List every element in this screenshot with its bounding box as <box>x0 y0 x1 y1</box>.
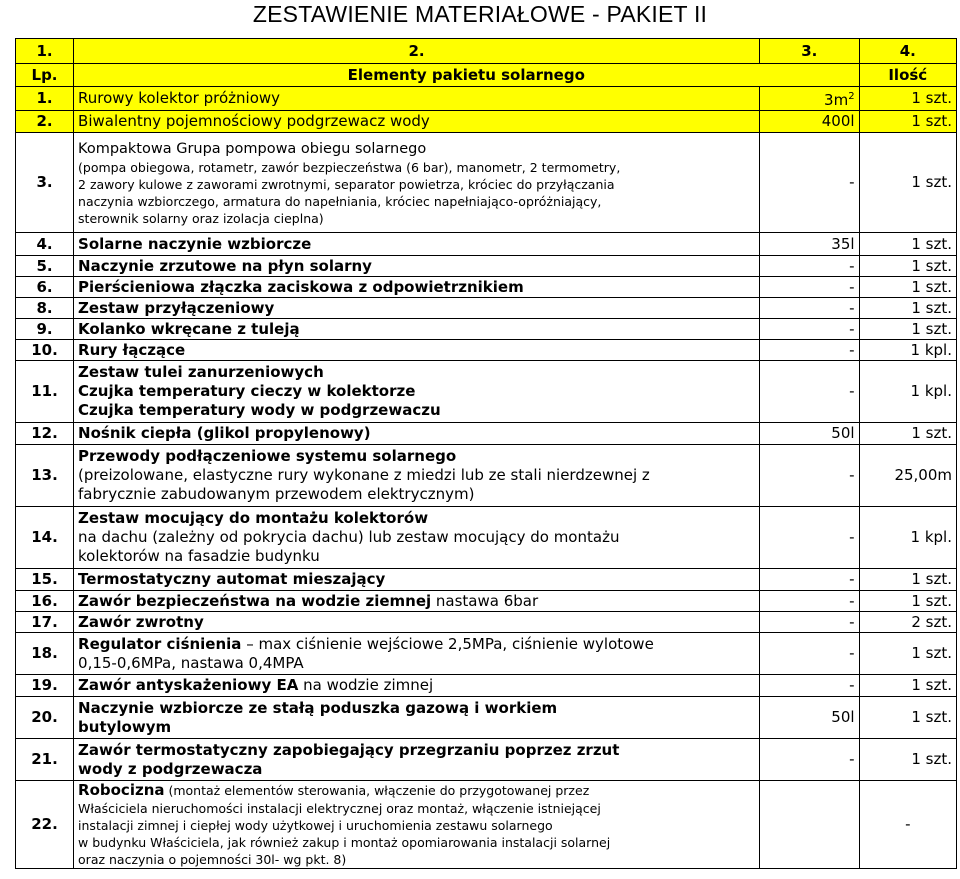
row-element <box>74 675 760 697</box>
row-qty: 1 kpl. <box>859 507 956 569</box>
row-spec <box>760 133 859 233</box>
element-description-line: w budynku Właściciela, jak również zakup i montaż opomiarowania instalacji solarnej <box>78 835 611 850</box>
table-row <box>16 445 957 507</box>
element-name: Rurowy kolektor próżniowy <box>78 89 281 107</box>
row-element <box>74 739 760 781</box>
table-row <box>16 739 957 781</box>
element-name: Biwalentny pojemnościowy podgrzewacz wody <box>78 112 430 130</box>
row-lp: 5. <box>16 256 74 277</box>
element-description-line: sterownik solarny oraz izolacja cieplna) <box>78 210 324 226</box>
row-qty: 1 szt. <box>859 111 956 133</box>
table-row <box>16 781 957 869</box>
row-qty: 25,00m <box>859 445 956 507</box>
element-description-line: oraz naczynia o pojemności 30l- wg pkt. 8) <box>78 852 347 867</box>
table-row <box>16 569 957 591</box>
element-title-line <box>78 278 755 297</box>
row-lp: 6. <box>16 277 74 298</box>
row-element <box>74 111 760 133</box>
element-line: butylowym <box>78 717 172 736</box>
row-lp: 19. <box>16 675 74 697</box>
table-row <box>16 591 957 612</box>
column-number-row <box>16 39 957 64</box>
element-title-line <box>78 676 755 695</box>
table-row <box>16 423 957 445</box>
element-title-line <box>78 613 755 632</box>
table-row <box>16 675 957 697</box>
element-title-line <box>78 592 755 611</box>
element-suffix: – max ciśnienie wejściowe 2,5MPa, ciśnienie wylotowe <box>241 634 654 653</box>
row-spec <box>760 233 859 256</box>
element-name: Przewody podłączeniowe systemu solarnego <box>78 447 457 465</box>
table-row <box>16 133 957 233</box>
table-row <box>16 277 957 298</box>
element-title-line <box>78 447 755 466</box>
row-qty: 1 szt. <box>859 233 956 256</box>
col-number-4: 4. <box>859 39 956 64</box>
row-spec <box>760 87 859 111</box>
row-lp: 20. <box>16 697 74 739</box>
row-qty: 1 szt. <box>859 256 956 277</box>
table-row <box>16 87 957 111</box>
spec-value: - <box>849 676 855 694</box>
row-lp: 1. <box>16 87 74 111</box>
element-description-line: Właściciela nieruchomości instalacji elektrycznej oraz montaż, włączenie istniejącej <box>78 801 601 816</box>
element-suffix: (montaż elementów sterowania, włączenie do przygotowanej przez <box>164 783 590 798</box>
element-description-line: (pompa obiegowa, rotametr, zawór bezpieczeństwa (6 bar), manometr, 2 termometry, <box>78 159 621 175</box>
row-element <box>74 87 760 111</box>
row-qty: 1 szt. <box>859 319 956 340</box>
row-qty: 1 szt. <box>859 697 956 739</box>
row-spec <box>760 739 859 781</box>
row-lp: 14. <box>16 507 74 569</box>
spec-value: - <box>849 528 855 546</box>
row-lp: 11. <box>16 361 74 423</box>
spec-value: - <box>849 277 855 296</box>
element-name: Rury łączące <box>78 340 186 359</box>
spec-value: 35l <box>831 234 855 253</box>
spec-value: 50l <box>831 708 855 726</box>
row-element <box>74 633 760 675</box>
row-qty: 1 szt. <box>859 298 956 319</box>
element-description-line: instalacji zimnej i ciepłej wody użytkowej i uruchomienia zestawu solarnego <box>78 818 553 833</box>
element-description-line: 0,15-0,6MPa, nastawa 0,4MPA <box>78 653 304 672</box>
row-lp: 3. <box>16 133 74 233</box>
element-name: Solarne naczynie wzbiorcze <box>78 234 312 253</box>
row-lp: 9. <box>16 319 74 340</box>
row-spec <box>760 781 859 869</box>
element-description-line: na dachu (zależny od pokrycia dachu) lub zestaw mocujący do montażu <box>78 528 620 546</box>
row-qty: 1 szt. <box>859 675 956 697</box>
element-name: Nośnik ciepła (glikol propylenowy) <box>78 424 371 442</box>
spec-value: - <box>849 612 855 631</box>
element-line: Naczynie wzbiorcze ze stałą poduszka gazową i workiem <box>78 698 558 717</box>
table-row <box>16 298 957 319</box>
element-name: Zestaw przyłączeniowy <box>78 298 275 317</box>
row-spec <box>760 633 859 675</box>
header-row <box>16 64 957 87</box>
row-element <box>74 133 760 233</box>
element-title-line <box>78 235 755 254</box>
row-qty: 1 szt. <box>859 739 956 781</box>
col-number-1: 1. <box>16 39 74 64</box>
element-title-line <box>78 570 755 589</box>
table-row <box>16 111 957 133</box>
row-spec <box>760 361 859 423</box>
row-spec <box>760 340 859 361</box>
row-element <box>74 445 760 507</box>
element-name: Kompaktowa Grupa pompowa obiegu solarnego <box>78 140 427 157</box>
element-name: Kolanko wkręcane z tuleją <box>78 319 300 338</box>
element-line: Zestaw tulei zanurzeniowych <box>78 363 324 381</box>
element-title-line <box>78 781 755 800</box>
element-title-line <box>78 509 755 528</box>
row-lp: 4. <box>16 233 74 256</box>
row-element <box>74 781 760 869</box>
row-spec <box>760 612 859 633</box>
row-qty: 2 szt. <box>859 612 956 633</box>
spec-value: - <box>849 298 855 317</box>
element-title-line <box>78 424 755 443</box>
row-spec <box>760 569 859 591</box>
header-qty: Ilość <box>859 64 956 87</box>
row-element <box>74 423 760 445</box>
element-name: Naczynie zrzutowe na płyn solarny <box>78 256 372 275</box>
row-lp: 13. <box>16 445 74 507</box>
row-element <box>74 591 760 612</box>
element-name: Robocizna <box>78 781 165 799</box>
row-lp: 8. <box>16 298 74 319</box>
row-element <box>74 340 760 361</box>
spec-value: - <box>849 570 855 588</box>
element-title-line <box>78 320 755 339</box>
spec-value: - <box>849 644 855 662</box>
row-element <box>74 319 760 340</box>
spec-value: - <box>849 382 855 400</box>
element-line: Czujka temperatury cieczy w kolektorze <box>78 382 416 400</box>
table-row <box>16 633 957 675</box>
row-spec <box>760 256 859 277</box>
row-element <box>74 697 760 739</box>
row-lp: 12. <box>16 423 74 445</box>
row-qty: 1 szt. <box>859 133 956 233</box>
table-row <box>16 507 957 569</box>
spec-value: 50l <box>831 424 855 442</box>
materials-table <box>15 38 957 869</box>
element-line: wody z podgrzewacza <box>78 759 263 778</box>
row-qty: - <box>859 781 956 869</box>
element-name: Zawór bezpieczeństwa na wodzie ziemnej <box>78 591 432 610</box>
row-qty: 1 szt. <box>859 591 956 612</box>
row-lp: 15. <box>16 569 74 591</box>
row-spec <box>760 111 859 133</box>
row-element <box>74 361 760 423</box>
row-spec <box>760 423 859 445</box>
row-qty: 1 kpl. <box>859 361 956 423</box>
element-description-line: 2 zawory kulowe z zaworami zwrotnymi, separator powietrza, króciec do przyłączania <box>78 176 615 192</box>
spec-value: - <box>849 466 855 484</box>
row-element <box>74 298 760 319</box>
row-lp: 22. <box>16 781 74 869</box>
row-qty: 1 szt. <box>859 569 956 591</box>
col-number-2: 2. <box>74 39 760 64</box>
element-description-line: kolektorów na fasadzie budynku <box>78 547 320 565</box>
row-element <box>74 569 760 591</box>
element-line: Zawór termostatyczny zapobiegający przegrzaniu poprzez zrzut <box>78 740 620 759</box>
spec-value: - <box>849 319 855 338</box>
row-spec <box>760 445 859 507</box>
header-elements: Elementy pakietu solarnego <box>74 64 860 87</box>
element-description-line: (preizolowane, elastyczne rury wykonane z miedzi lub ze stali nierdzewnej z <box>78 466 650 484</box>
element-title-line <box>78 89 755 108</box>
element-title-line <box>78 139 755 159</box>
table-row <box>16 612 957 633</box>
spec-value: 400l <box>821 112 855 130</box>
row-lp: 21. <box>16 739 74 781</box>
row-spec <box>760 507 859 569</box>
element-name: Pierścieniowa złączka zaciskowa z odpowietrznikiem <box>78 277 524 296</box>
row-element <box>74 507 760 569</box>
row-qty: 1 szt. <box>859 277 956 298</box>
element-title-line <box>78 299 755 318</box>
element-title-line <box>78 112 755 131</box>
table-body <box>16 87 957 869</box>
table-row <box>16 319 957 340</box>
row-qty: 1 kpl. <box>859 340 956 361</box>
row-lp: 18. <box>16 633 74 675</box>
row-element <box>74 277 760 298</box>
row-lp: 16. <box>16 591 74 612</box>
element-name: Zestaw mocujący do montażu kolektorów <box>78 509 429 527</box>
spec-value: 3m <box>824 91 849 109</box>
row-spec <box>760 319 859 340</box>
element-line: Czujka temperatury wody w podgrzewaczu <box>78 401 441 419</box>
row-lp: 10. <box>16 340 74 361</box>
element-name: Zawór zwrotny <box>78 612 204 631</box>
row-qty: 1 szt. <box>859 87 956 111</box>
table-row <box>16 256 957 277</box>
element-title-line <box>78 341 755 360</box>
spec-value: - <box>849 173 855 191</box>
table-row <box>16 233 957 256</box>
row-element <box>74 233 760 256</box>
header-lp: Lp. <box>16 64 74 87</box>
spec-value: - <box>849 340 855 359</box>
element-title-line <box>78 257 755 276</box>
element-suffix: na wodzie zimnej <box>298 676 434 694</box>
row-spec <box>760 591 859 612</box>
element-name: Termostatyczny automat mieszający <box>78 570 386 588</box>
row-spec <box>760 697 859 739</box>
spec-value: - <box>849 256 855 275</box>
row-qty: 1 szt. <box>859 633 956 675</box>
spec-value: - <box>849 750 855 768</box>
row-spec <box>760 675 859 697</box>
row-spec <box>760 298 859 319</box>
table-row <box>16 697 957 739</box>
row-lp: 2. <box>16 111 74 133</box>
col-number-3: 3. <box>760 39 859 64</box>
element-name: Regulator ciśnienia <box>78 634 242 653</box>
row-element <box>74 256 760 277</box>
row-qty: 1 szt. <box>859 423 956 445</box>
element-suffix: nastawa 6bar <box>431 591 539 610</box>
table-row <box>16 340 957 361</box>
element-name: Zawór antyskażeniowy EA <box>78 676 299 694</box>
spec-superscript: 2 <box>848 91 855 102</box>
element-title-line <box>78 635 755 654</box>
document-title: ZESTAWIENIE MATERIAŁOWE - PAKIET II <box>252 1 708 27</box>
row-element <box>74 612 760 633</box>
row-spec <box>760 277 859 298</box>
table-row <box>16 361 957 423</box>
element-description-line: naczynia wzbiorczego, armatura do napełniania, króciec napełniająco-opróżniający, <box>78 193 602 209</box>
row-lp: 17. <box>16 612 74 633</box>
spec-value: - <box>849 591 855 610</box>
element-description-line: fabrycznie zabudowanym przewodem elektrycznym) <box>78 485 475 503</box>
